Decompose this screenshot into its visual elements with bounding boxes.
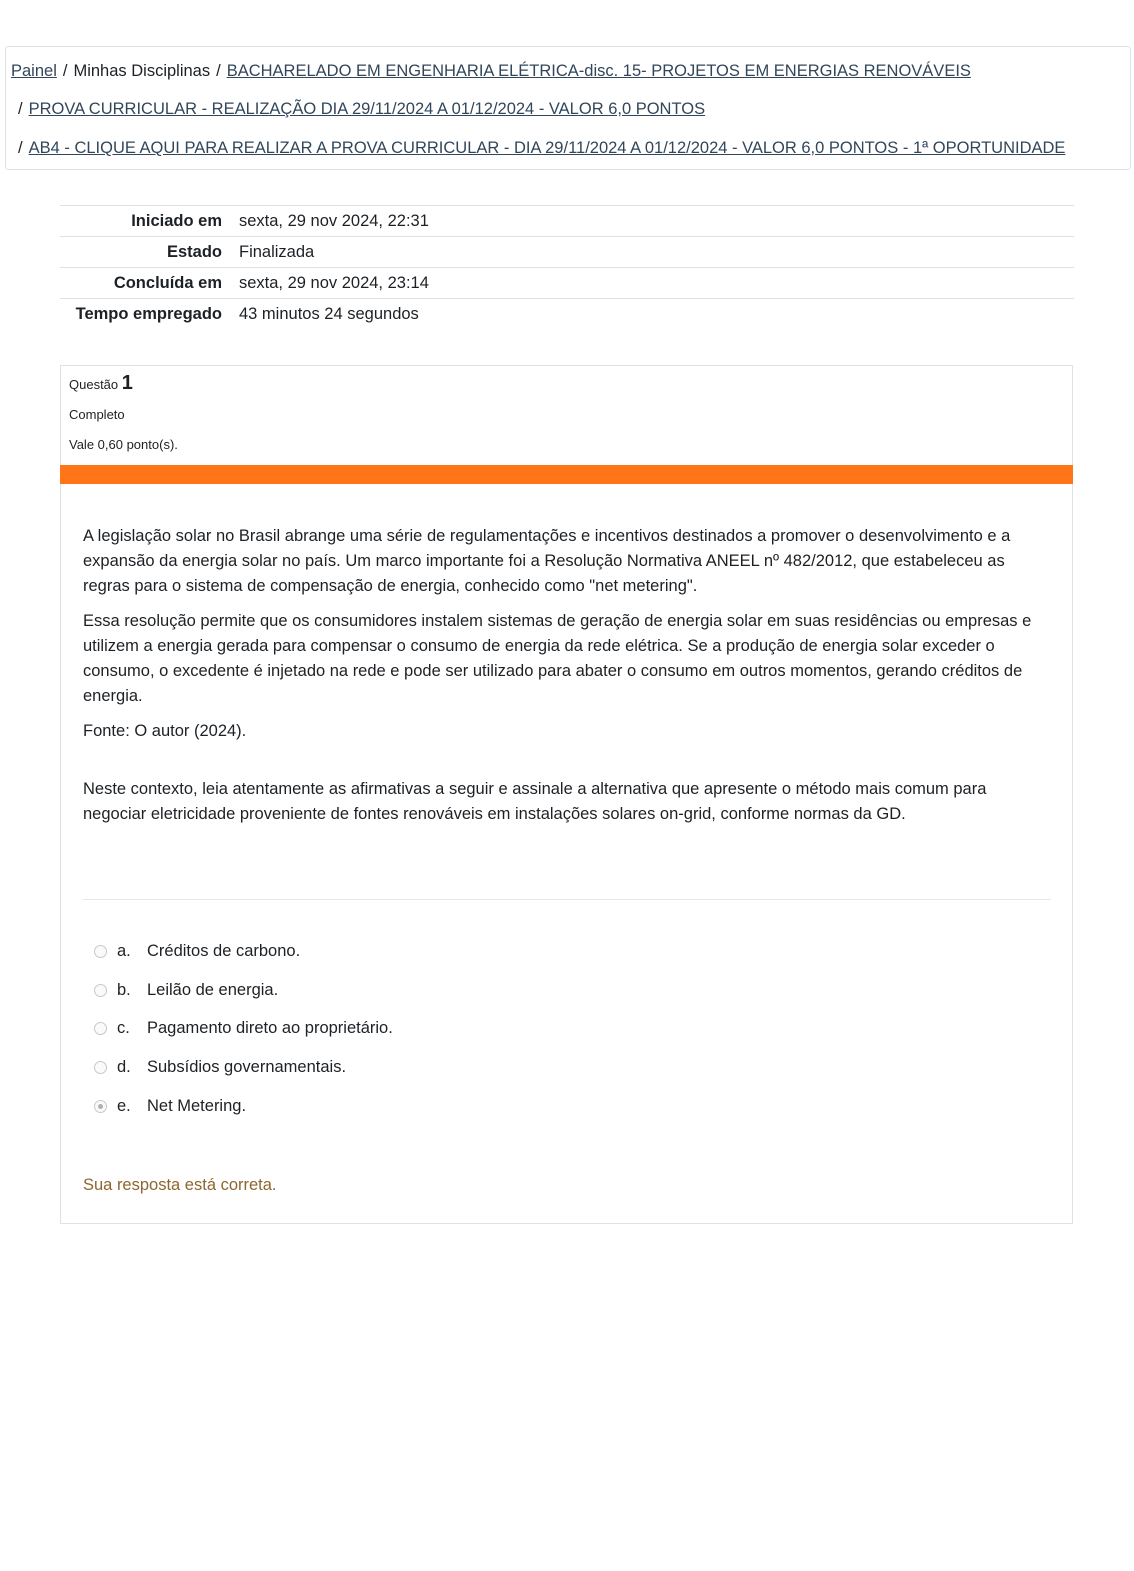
question-text <box>83 524 1051 837</box>
summary-label: Concluída em <box>113 274 222 292</box>
breadcrumb-line-2 <box>18 100 705 119</box>
summary-row-time-taken <box>60 299 1074 329</box>
question-source: Fonte: O autor (2024). <box>83 722 247 740</box>
answer-option-b[interactable] <box>94 971 393 1010</box>
question-number <box>69 372 133 395</box>
breadcrumb-link-activity[interactable]: AB4 - CLIQUE AQUI PARA REALIZAR A PROVA CURRICULAR - DIA 29/11/2024 A 01/12/2024 - VALOR 6,0 PONTOS - 1ª OPORTUNIDADE <box>28 139 1066 157</box>
summary-label: Tempo empregado <box>75 305 222 323</box>
answer-text: Leilão de energia. <box>147 980 279 999</box>
summary-label: Iniciado em <box>131 212 222 230</box>
breadcrumb-item-minhas-disciplinas: Minhas Disciplinas <box>73 62 211 80</box>
radio-button[interactable] <box>94 1061 107 1074</box>
question-state: Completo <box>69 407 125 422</box>
summary-row-completed <box>60 268 1074 299</box>
divider <box>83 899 1051 900</box>
summary-value: sexta, 29 nov 2024, 22:31 <box>239 212 429 230</box>
summary-label: Estado <box>166 243 222 261</box>
summary-row-state <box>60 237 1074 268</box>
answer-letter: d. <box>117 1057 131 1076</box>
answer-letter: b. <box>117 980 131 999</box>
summary-value: 43 minutos 24 segundos <box>239 305 419 323</box>
answer-list <box>94 932 393 1125</box>
breadcrumb-separator: / <box>216 62 221 80</box>
summary-row-started <box>60 206 1074 237</box>
breadcrumb <box>5 46 1131 170</box>
breadcrumb-separator: / <box>18 100 23 118</box>
answer-option-a[interactable] <box>94 932 393 971</box>
breadcrumb-line-3 <box>18 139 1065 158</box>
radio-button-selected[interactable] <box>94 1100 107 1113</box>
question-paragraph: Essa resolução permite que os consumidores instalem sistemas de geração de energia solar em suas residências ou empresas e utilizem a energia gerada para compensar o consumo de energia da rede elétrica. Se a produção de energia solar exceder o consumo, o excedente é injetado na rede e pode ser utilizado para abater o consumo em outros momentos, gerando créditos de energia. <box>83 612 1032 705</box>
question-prompt: Neste contexto, leia atentamente as afirmativas a seguir e assinale a alternativa que apresente o método mais comum para negociar eletricidade proveniente de fontes renováveis em instalações solares on-grid, conforme normas da GD. <box>83 780 987 823</box>
breadcrumb-separator: / <box>62 62 68 80</box>
radio-button[interactable] <box>94 945 107 958</box>
question-grade: Vale 0,60 ponto(s). <box>69 437 178 452</box>
answer-option-c[interactable] <box>94 1009 393 1048</box>
answer-letter: c. <box>117 1019 130 1038</box>
answer-option-d[interactable] <box>94 1048 393 1087</box>
answer-feedback: Sua resposta está correta. <box>83 1176 277 1194</box>
breadcrumb-separator: / <box>18 139 23 157</box>
question-number-value: 1 <box>121 372 133 394</box>
question-info <box>60 365 1073 465</box>
answer-text: Pagamento direto ao proprietário. <box>147 1019 393 1038</box>
answer-letter: e. <box>117 1096 131 1115</box>
radio-button[interactable] <box>94 984 107 997</box>
question-paragraph: A legislação solar no Brasil abrange uma série de regulamentações e incentivos destinados a promover o desenvolvimento e a expansão da energia solar no país. Um marco importante foi a Resolução Normativa ANEEL nº 482/2012, que estabeleceu as regras para o sistema de compensação de energia, conhecido como "net metering". <box>83 527 1011 595</box>
summary-value: Finalizada <box>239 243 315 261</box>
breadcrumb-link-course[interactable]: BACHARELADO EM ENGENHARIA ELÉTRICA-disc. 15- PROJETOS EM ENERGIAS RENOVÁVEIS <box>226 62 971 80</box>
question-flag-bar <box>60 465 1073 484</box>
answer-text: Créditos de carbono. <box>147 941 301 960</box>
breadcrumb-link-section[interactable]: PROVA CURRICULAR - REALIZAÇÃO DIA 29/11/2024 A 01/12/2024 - VALOR 6,0 PONTOS <box>28 100 706 118</box>
answer-text: Subsídios governamentais. <box>147 1057 347 1076</box>
breadcrumb-link-painel[interactable]: Painel <box>11 62 57 80</box>
answer-text: Net Metering. <box>147 1096 247 1115</box>
radio-button[interactable] <box>94 1022 107 1035</box>
question-content <box>60 484 1073 1224</box>
breadcrumb-line-1 <box>11 62 971 81</box>
answer-option-e[interactable] <box>94 1087 393 1126</box>
summary-value: sexta, 29 nov 2024, 23:14 <box>239 274 429 292</box>
question-label: Questão <box>69 377 119 392</box>
attempt-summary-table <box>60 205 1074 329</box>
answer-letter: a. <box>117 941 131 960</box>
